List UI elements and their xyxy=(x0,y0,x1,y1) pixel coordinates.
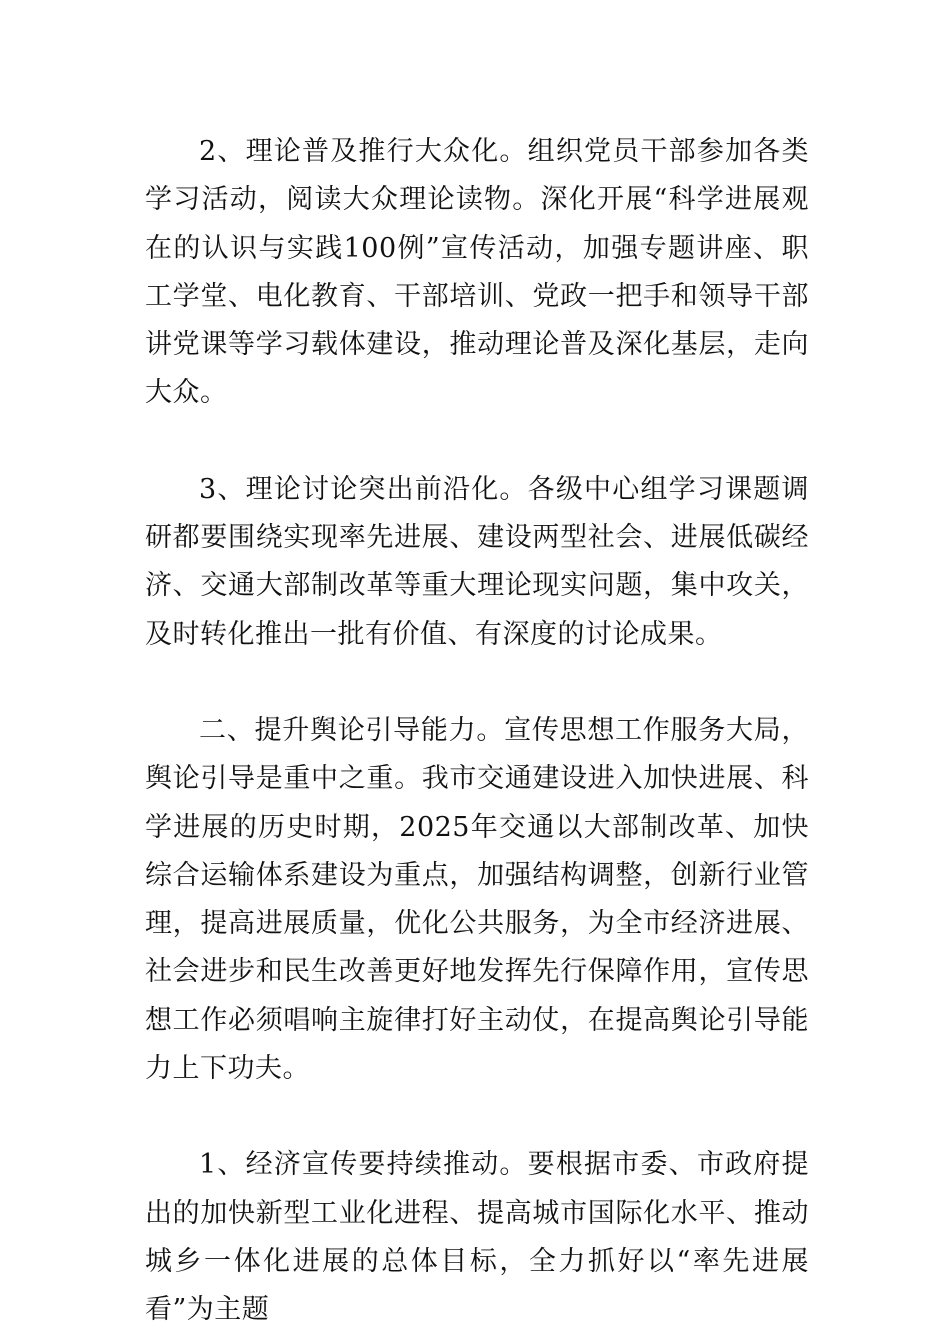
paragraph-economic-publicity: 1、经济宣传要持续推动。要根据市委、市政府提出的加快新型工业化进程、提高城市国际化水平、推动城乡一体化进展的总体目标，全力抓好以“率先进展看”为主题 xyxy=(145,1149,809,1326)
document-body xyxy=(145,128,809,1335)
paragraph-public-opinion-guidance: 二、提升舆论引导能力。宣传思想工作服务大局，舆论引导是重中之重。我市交通建设进入加快进展、科学进展的历史时期，2025年交通以大部制改革、加快综合运输体系建设为重点，加强结构调整，创新行业管理，提高进展质量，优化公共服务，为全市经济进展、社会进步和民生改善更好地发挥先行保障作用，宣传思想工作必须唱响主旋律打好主动仗，在提高舆论引导能力上下功夫。 xyxy=(145,714,809,1085)
paragraph-theory-research: 3、理论讨论突出前沿化。各级中心组学习课题调研都要围绕实现率先进展、建设两型社会、进展低碳经济、交通大部制改革等重大理论现实问题，集中攻关，及时转化推出一批有价值、有深度的讨论成果。 xyxy=(145,473,809,650)
paragraph-theory-popularization: 2、理论普及推行大众化。组织党员干部参加各类学习活动，阅读大众理论读物。深化开展“科学进展观在的认识与实践100例”宣传活动，加强专题讲座、职工学堂、电化教育、干部培训、党政一把手和领导干部讲党课等学习载体建设，推动理论普及深化基层，走向大众。 xyxy=(145,136,809,409)
